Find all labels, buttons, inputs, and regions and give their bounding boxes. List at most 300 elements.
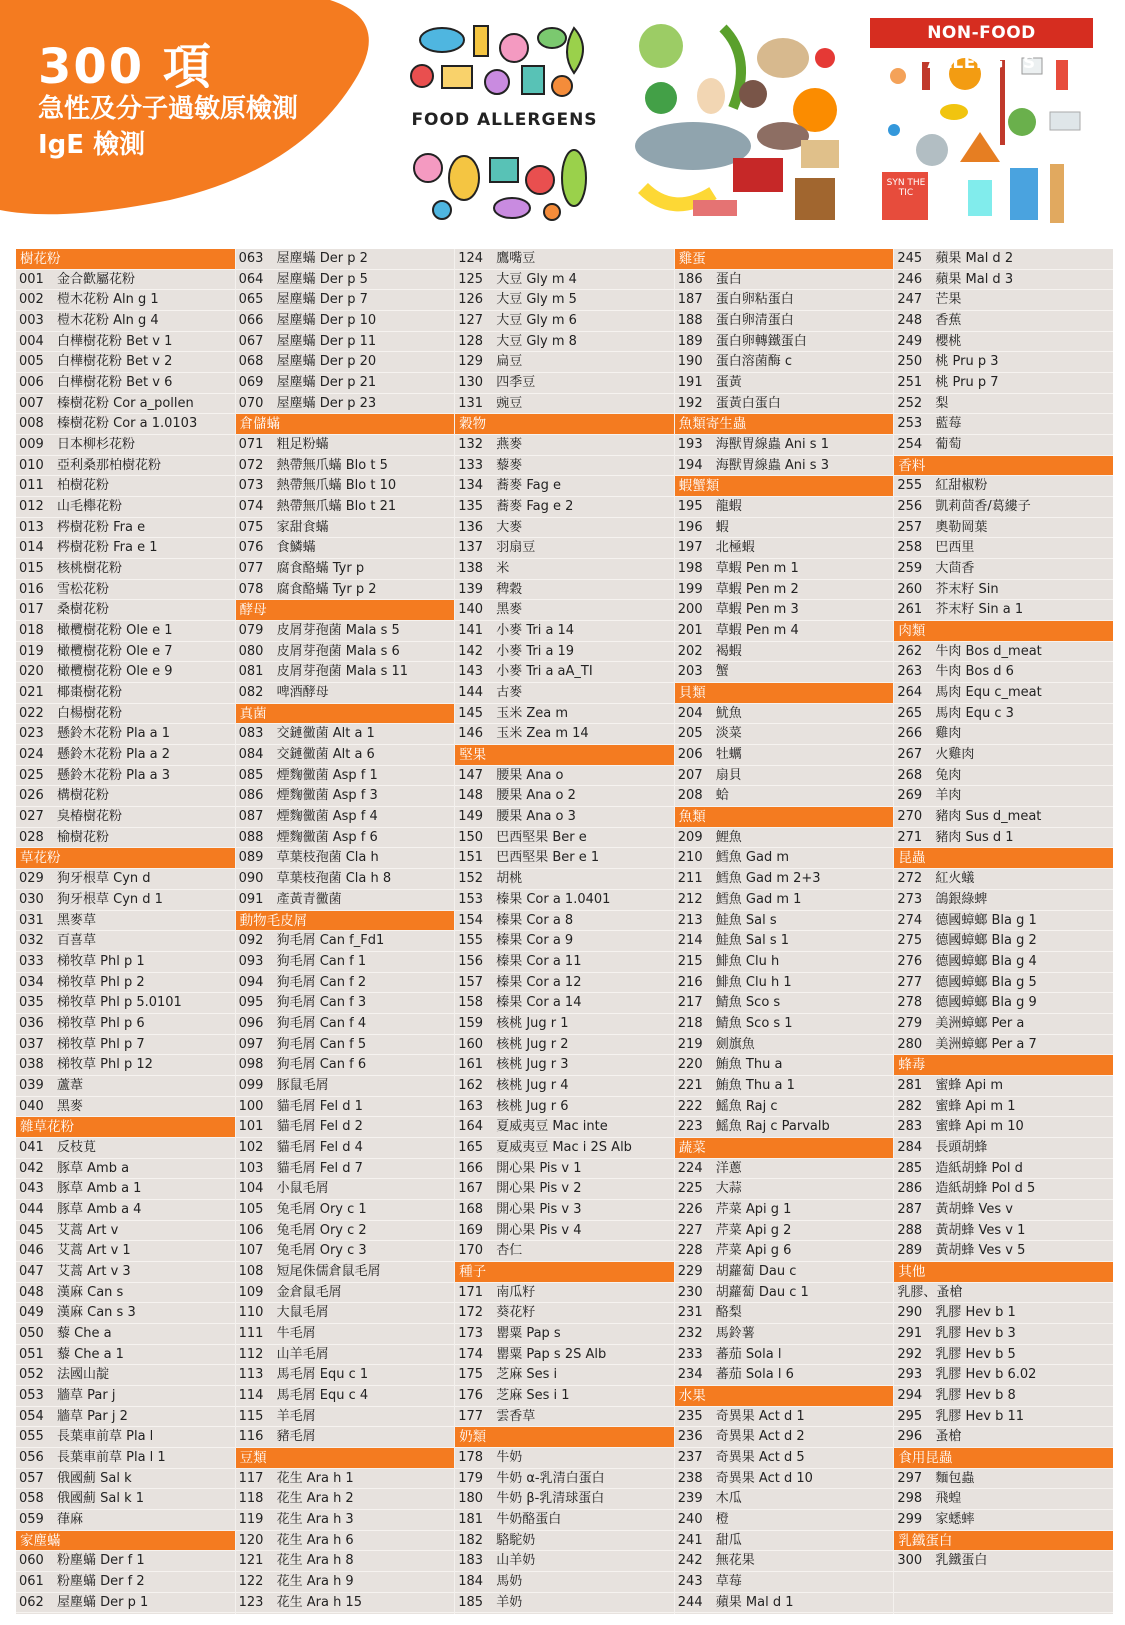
allergen-name: 牆草 Par j (57, 1387, 116, 1403)
allergen-number: 116 (238, 1429, 264, 1445)
table-row (894, 1241, 1113, 1262)
allergen-number: 161 (458, 1057, 484, 1073)
allergen-number: 141 (458, 623, 484, 639)
table-row (675, 518, 894, 539)
table-row (236, 1138, 455, 1159)
food-allergens-label: FOOD ALLERGENS (402, 110, 607, 130)
allergen-name: 雪松花粉 (57, 581, 110, 597)
table-row (675, 1159, 894, 1180)
allergen-name: 馬鈴薯 (715, 1325, 755, 1341)
table-row (16, 704, 235, 725)
table-row (16, 683, 235, 704)
allergen-name: 魷魚 (715, 705, 742, 721)
table-row (455, 249, 674, 270)
table-row (455, 1593, 674, 1614)
allergen-number: 273 (897, 891, 923, 907)
allergen-number: 043 (19, 1181, 44, 1197)
table-row (675, 1303, 894, 1324)
table-row (894, 1427, 1113, 1448)
table-row (16, 600, 235, 621)
allergen-name: 小麥 Tri a aA_TI (496, 664, 593, 680)
allergen-name: 乳膠 Hev b 8 (935, 1387, 1016, 1403)
table-row (16, 1179, 235, 1200)
allergen-name: 腰果 Ana o 2 (496, 788, 576, 804)
allergen-number: 004 (19, 333, 44, 349)
allergen-name: 兔肉 (935, 767, 962, 783)
allergen-name: 蕃茄 Sola l (715, 1346, 782, 1362)
table-row (236, 1407, 455, 1428)
allergen-number: 234 (677, 1367, 703, 1383)
allergen-name: 榆樹花粉 (57, 829, 110, 845)
allergen-number: 205 (677, 726, 703, 742)
table-row (894, 1200, 1113, 1221)
table-row (236, 1014, 455, 1035)
allergen-name: 大鼠毛屑 (276, 1305, 329, 1321)
category-header: 雜草花粉 (16, 1117, 235, 1138)
allergen-number: 174 (458, 1346, 484, 1362)
table-row (894, 1035, 1113, 1056)
allergen-number: 255 (897, 478, 923, 494)
allergen-number: 285 (897, 1160, 923, 1176)
table-row (455, 311, 674, 332)
table-row (16, 1221, 235, 1242)
table-row (675, 786, 894, 807)
allergen-name: 花生 Ara h 6 (276, 1532, 354, 1548)
table-row (675, 1551, 894, 1572)
allergen-name: 百喜草 (57, 933, 97, 949)
allergen-name: 狗毛屑 Can f 1 (276, 953, 367, 969)
table-row (675, 1572, 894, 1593)
table-row (675, 745, 894, 766)
allergen-number: 003 (19, 313, 44, 329)
table-row (236, 621, 455, 642)
allergen-number: 229 (677, 1263, 703, 1279)
allergen-number: 088 (238, 829, 264, 845)
table-row (16, 435, 235, 456)
non-food-allergies-illustration (870, 18, 1093, 223)
allergen-name: 白樺樹花粉 Bet v 1 (57, 333, 173, 349)
allergen-name: 蘋果 Mal d 1 (715, 1594, 794, 1610)
allergen-number: 083 (238, 726, 264, 742)
allergen-name: 長頭胡蜂 (935, 1139, 988, 1155)
allergen-name: 亞利桑那柏樹花粉 (57, 457, 162, 473)
allergen-number: 136 (458, 519, 484, 535)
allergen-name: 懸鈴木花粉 Pla a 3 (57, 767, 171, 783)
allergen-number: 144 (458, 685, 484, 701)
table-row (894, 890, 1113, 911)
table-row (16, 724, 235, 745)
allergen-number: 146 (458, 726, 484, 742)
empty-row (894, 1593, 1113, 1614)
allergen-number: 030 (19, 891, 44, 907)
allergen-number: 024 (19, 747, 44, 763)
page-title: 300 項 (38, 39, 213, 95)
table-row (675, 394, 894, 415)
table-row (455, 1179, 674, 1200)
table-row (16, 1241, 235, 1262)
allergen-name: 日本柳杉花粉 (57, 437, 136, 453)
allergen-name: 鮭魚 Sal s (715, 912, 777, 928)
allergen-name: 巴西堅果 Ber e (496, 829, 587, 845)
subcategory-row (894, 1283, 1113, 1304)
table-row (894, 931, 1113, 952)
table-row (16, 559, 235, 580)
allergen-name: 貓毛屑 Fel d 7 (276, 1160, 363, 1176)
allergen-number: 152 (458, 871, 484, 887)
table-row (236, 332, 455, 353)
table-row (455, 1055, 674, 1076)
table-row (894, 1324, 1113, 1345)
allergen-name: 牛毛屑 (276, 1325, 316, 1341)
subcategory-label: 乳膠、蚤槍 (897, 1284, 963, 1300)
allergen-number: 151 (458, 850, 484, 866)
table-row (894, 1551, 1113, 1572)
allergen-number: 007 (19, 395, 44, 411)
allergen-name: 雞肉 (935, 726, 962, 742)
table-row (455, 973, 674, 994)
table-row (675, 662, 894, 683)
allergen-name: 艾蒿 Art v 1 (57, 1243, 131, 1259)
allergen-name: 飛蝗 (935, 1491, 962, 1507)
allergen-name: 胡蘿蔔 Dau c 1 (715, 1284, 809, 1300)
allergen-name: 榛果 Cor a 14 (496, 995, 582, 1011)
allergen-name: 豚草 Amb a 1 (57, 1181, 142, 1197)
allergen-name: 馬毛屑 Equ c 4 (276, 1387, 369, 1403)
table-row (675, 1179, 894, 1200)
allergen-number: 220 (677, 1057, 703, 1073)
allergen-table (16, 249, 1113, 1614)
allergen-number: 176 (458, 1387, 484, 1403)
allergen-number: 115 (238, 1408, 264, 1424)
allergen-number: 047 (19, 1263, 44, 1279)
allergen-number: 267 (897, 747, 923, 763)
allergen-number: 291 (897, 1325, 923, 1341)
allergen-name: 黑麥草 (57, 912, 97, 928)
allergen-name: 德國蟑螂 Bla g 5 (935, 974, 1037, 990)
table-row (894, 518, 1113, 539)
table-row (455, 1097, 674, 1118)
allergen-name: 熱帶無爪蟎 Blo t 5 (276, 457, 388, 473)
allergen-number: 164 (458, 1119, 484, 1135)
allergen-name: 乳膠 Hev b 11 (935, 1408, 1025, 1424)
table-row (455, 828, 674, 849)
table-row (236, 1117, 455, 1138)
food-items-icons (633, 18, 843, 223)
table-row (894, 600, 1113, 621)
allergen-number: 064 (238, 271, 264, 287)
allergen-name: 草蝦 Pen m 2 (715, 581, 799, 597)
table-row (894, 1407, 1113, 1428)
allergen-number: 296 (897, 1429, 923, 1445)
allergen-name: 鰩魚 Raj c (715, 1098, 778, 1114)
category-header: 乳鐵蛋白 (894, 1531, 1113, 1552)
table-row (675, 1365, 894, 1386)
allergen-name: 燕麥 (496, 437, 523, 453)
table-row (236, 1097, 455, 1118)
allergen-name: 鮪魚 Thu a 1 (715, 1077, 795, 1093)
allergen-name: 鱈魚 Gad m (715, 850, 790, 866)
table-row (894, 724, 1113, 745)
allergen-name: 梯牧草 Phl p 6 (57, 1015, 145, 1031)
allergen-number: 299 (897, 1511, 923, 1527)
allergen-name: 屋塵蟎 Der p 1 (57, 1594, 149, 1610)
allergen-number: 188 (677, 313, 703, 329)
allergen-name: 開心果 Pis v 2 (496, 1181, 582, 1197)
allergen-name: 鴿銀綠蜱 (935, 891, 988, 907)
allergen-number: 063 (238, 251, 264, 266)
allergen-name: 粉塵蟎 Der f 2 (57, 1574, 145, 1589)
allergen-name: 構樹花粉 (57, 788, 110, 804)
allergen-number: 032 (19, 933, 44, 949)
allergen-number: 027 (19, 809, 44, 825)
allergen-number: 040 (19, 1098, 44, 1114)
allergen-name: 啤酒酵母 (276, 685, 329, 701)
allergen-number: 297 (897, 1470, 923, 1486)
table-row (455, 373, 674, 394)
allergen-name: 兔毛屑 Ory c 1 (276, 1201, 367, 1217)
allergen-name: 香蕉 (935, 313, 962, 329)
table-row (675, 435, 894, 456)
table-row (16, 993, 235, 1014)
allergen-number: 222 (677, 1098, 703, 1114)
allergen-number: 294 (897, 1387, 923, 1403)
allergen-number: 293 (897, 1367, 923, 1383)
table-row (236, 435, 455, 456)
allergen-number: 022 (19, 705, 44, 721)
allergen-name: 胡蘿蔔 Dau c (715, 1263, 797, 1279)
allergen-number: 300 (897, 1553, 923, 1569)
allergen-name: 蜜蜂 Api m 1 (935, 1098, 1016, 1114)
allergen-number: 118 (238, 1491, 264, 1507)
allergen-number: 052 (19, 1367, 44, 1383)
allergen-number: 142 (458, 643, 484, 659)
allergen-name: 懸鈴木花粉 Pla a 2 (57, 747, 171, 763)
allergen-number: 012 (19, 499, 44, 515)
allergen-name: 花生 Ara h 1 (276, 1470, 354, 1486)
allergen-name: 杏仁 (496, 1243, 523, 1259)
allergen-number: 111 (238, 1325, 264, 1341)
allergen-number: 089 (238, 850, 264, 866)
table-row (236, 1159, 455, 1180)
table-row (894, 1179, 1113, 1200)
allergen-name: 黃胡蜂 Ves v (935, 1201, 1013, 1217)
table-row (455, 1324, 674, 1345)
table-row (16, 1469, 235, 1490)
table-row (455, 890, 674, 911)
table-row (16, 642, 235, 663)
allergen-number: 013 (19, 519, 44, 535)
allergen-number: 256 (897, 499, 923, 515)
allergen-number: 091 (238, 891, 264, 907)
allergen-number: 154 (458, 912, 484, 928)
table-row (16, 456, 235, 477)
allergen-number: 069 (238, 375, 264, 391)
allergen-number: 243 (677, 1574, 703, 1589)
table-row (236, 642, 455, 663)
table-row (894, 745, 1113, 766)
table-row (455, 352, 674, 373)
table-column-4 (674, 249, 894, 1614)
allergen-number: 263 (897, 664, 923, 680)
allergen-name: 蛋黃 (715, 375, 742, 391)
allergen-number: 195 (677, 499, 703, 515)
allergen-number: 187 (677, 292, 703, 308)
table-row (16, 662, 235, 683)
table-row (16, 1365, 235, 1386)
allergen-number: 072 (238, 457, 264, 473)
table-column-1 (16, 249, 235, 1614)
allergen-name: 屋塵蟎 Der p 23 (276, 395, 377, 411)
allergen-name: 蝦 (715, 519, 729, 535)
table-row (236, 1572, 455, 1593)
table-row (455, 456, 674, 477)
allergen-name: 大麥 (496, 519, 523, 535)
allergen-name: 龍蝦 (715, 499, 742, 515)
allergen-number: 217 (677, 995, 703, 1011)
table-row (236, 1241, 455, 1262)
category-header: 豆類 (236, 1448, 455, 1469)
table-row (16, 828, 235, 849)
allergen-number: 077 (238, 561, 264, 577)
table-row (236, 890, 455, 911)
allergen-name: 屋塵蟎 Der p 11 (276, 333, 377, 349)
allergen-number: 090 (238, 871, 264, 887)
allergen-number: 201 (677, 623, 703, 639)
table-row (455, 786, 674, 807)
allergen-number: 196 (677, 519, 703, 535)
table-row (675, 1117, 894, 1138)
table-row (675, 1200, 894, 1221)
table-row (894, 580, 1113, 601)
allergen-name: 淡菜 (715, 726, 742, 742)
allergen-number: 054 (19, 1408, 44, 1424)
allergen-number: 253 (897, 416, 923, 432)
table-row (16, 890, 235, 911)
allergen-number: 282 (897, 1098, 923, 1114)
category-header: 奶類 (455, 1427, 674, 1448)
table-row (236, 1365, 455, 1386)
allergen-number: 057 (19, 1470, 44, 1486)
allergen-name: 豚草 Amb a (57, 1160, 130, 1176)
allergen-name: 扇貝 (715, 767, 742, 783)
allergen-number: 135 (458, 499, 484, 515)
allergen-name: 煙麴黴菌 Asp f 4 (276, 809, 378, 825)
allergen-number: 033 (19, 953, 44, 969)
allergen-name: 家甜食蟎 (276, 519, 329, 535)
allergen-name: 梯牧草 Phl p 7 (57, 1036, 145, 1052)
allergen-name: 牆草 Par j 2 (57, 1408, 128, 1424)
table-row (236, 290, 455, 311)
category-header: 雞蛋 (675, 249, 894, 270)
allergen-name: 俄國薊 Sal k 1 (57, 1491, 145, 1507)
table-row (236, 1551, 455, 1572)
allergen-number: 085 (238, 767, 264, 783)
table-row (455, 683, 674, 704)
allergen-number: 121 (238, 1553, 264, 1569)
allergen-number: 044 (19, 1201, 44, 1217)
allergen-number: 289 (897, 1243, 923, 1259)
allergen-name: 貓毛屑 Fel d 1 (276, 1098, 363, 1114)
allergen-number: 129 (458, 354, 484, 370)
allergen-name: 懸鈴木花粉 Pla a 1 (57, 726, 171, 742)
table-row (675, 724, 894, 745)
allergen-number: 117 (238, 1470, 264, 1486)
allergen-number: 215 (677, 953, 703, 969)
allergen-number: 276 (897, 953, 923, 969)
allergen-number: 240 (677, 1511, 703, 1527)
table-row (16, 1303, 235, 1324)
table-row (675, 621, 894, 642)
table-row (675, 1262, 894, 1283)
allergen-number: 036 (19, 1015, 44, 1031)
table-row (894, 414, 1113, 435)
table-row (16, 476, 235, 497)
allergen-name: 蘋果 Mal d 2 (935, 251, 1014, 266)
allergen-number: 236 (677, 1429, 703, 1445)
allergen-name: 奧勒岡葉 (935, 519, 988, 535)
allergen-number: 225 (677, 1181, 703, 1197)
allergen-number: 204 (677, 705, 703, 721)
category-header: 魚類寄生蟲 (675, 414, 894, 435)
table-row (675, 642, 894, 663)
allergen-number: 001 (19, 271, 44, 287)
allergen-number: 194 (677, 457, 703, 473)
allergen-number: 109 (238, 1284, 264, 1300)
allergen-number: 049 (19, 1305, 44, 1321)
allergen-number: 104 (238, 1181, 264, 1197)
allergen-number: 157 (458, 974, 484, 990)
allergen-number: 041 (19, 1139, 44, 1155)
allergen-name: 屋塵蟎 Der p 5 (276, 271, 368, 287)
allergen-name: 山羊奶 (496, 1553, 536, 1569)
allergen-number: 098 (238, 1057, 264, 1073)
allergen-number: 171 (458, 1284, 484, 1300)
table-row (455, 1551, 674, 1572)
allergen-number: 281 (897, 1077, 923, 1093)
table-row (675, 848, 894, 869)
table-row (16, 1055, 235, 1076)
allergen-number: 185 (458, 1594, 484, 1610)
allergen-number: 037 (19, 1036, 44, 1052)
allergen-name: 貓毛屑 Fel d 2 (276, 1119, 363, 1135)
table-row (236, 869, 455, 890)
allergen-number: 165 (458, 1139, 484, 1155)
allergen-name: 德國蟑螂 Bla g 1 (935, 912, 1037, 928)
allergen-name: 黑麥 (57, 1098, 84, 1114)
allergen-name: 奇異果 Act d 1 (715, 1408, 805, 1424)
table-row (16, 1489, 235, 1510)
table-row (675, 497, 894, 518)
table-row (675, 1345, 894, 1366)
allergen-name: 俄國薊 Sal k (57, 1470, 132, 1486)
table-row (894, 869, 1113, 890)
table-row (455, 724, 674, 745)
table-column-5 (893, 249, 1113, 1614)
allergen-name: 乳鐵蛋白 (935, 1553, 988, 1569)
table-row (675, 332, 894, 353)
table-row (236, 270, 455, 291)
table-row (894, 352, 1113, 373)
table-row (455, 621, 674, 642)
allergen-number: 075 (238, 519, 264, 535)
allergen-number: 178 (458, 1449, 484, 1465)
allergen-name: 狗牙根草 Cyn d 1 (57, 891, 163, 907)
allergen-number: 045 (19, 1222, 44, 1238)
allergen-number: 181 (458, 1511, 484, 1527)
allergen-name: 藜麥 (496, 457, 523, 473)
allergen-name: 芹菜 Api g 1 (715, 1201, 792, 1217)
allergen-name: 梯牧草 Phl p 1 (57, 953, 145, 969)
